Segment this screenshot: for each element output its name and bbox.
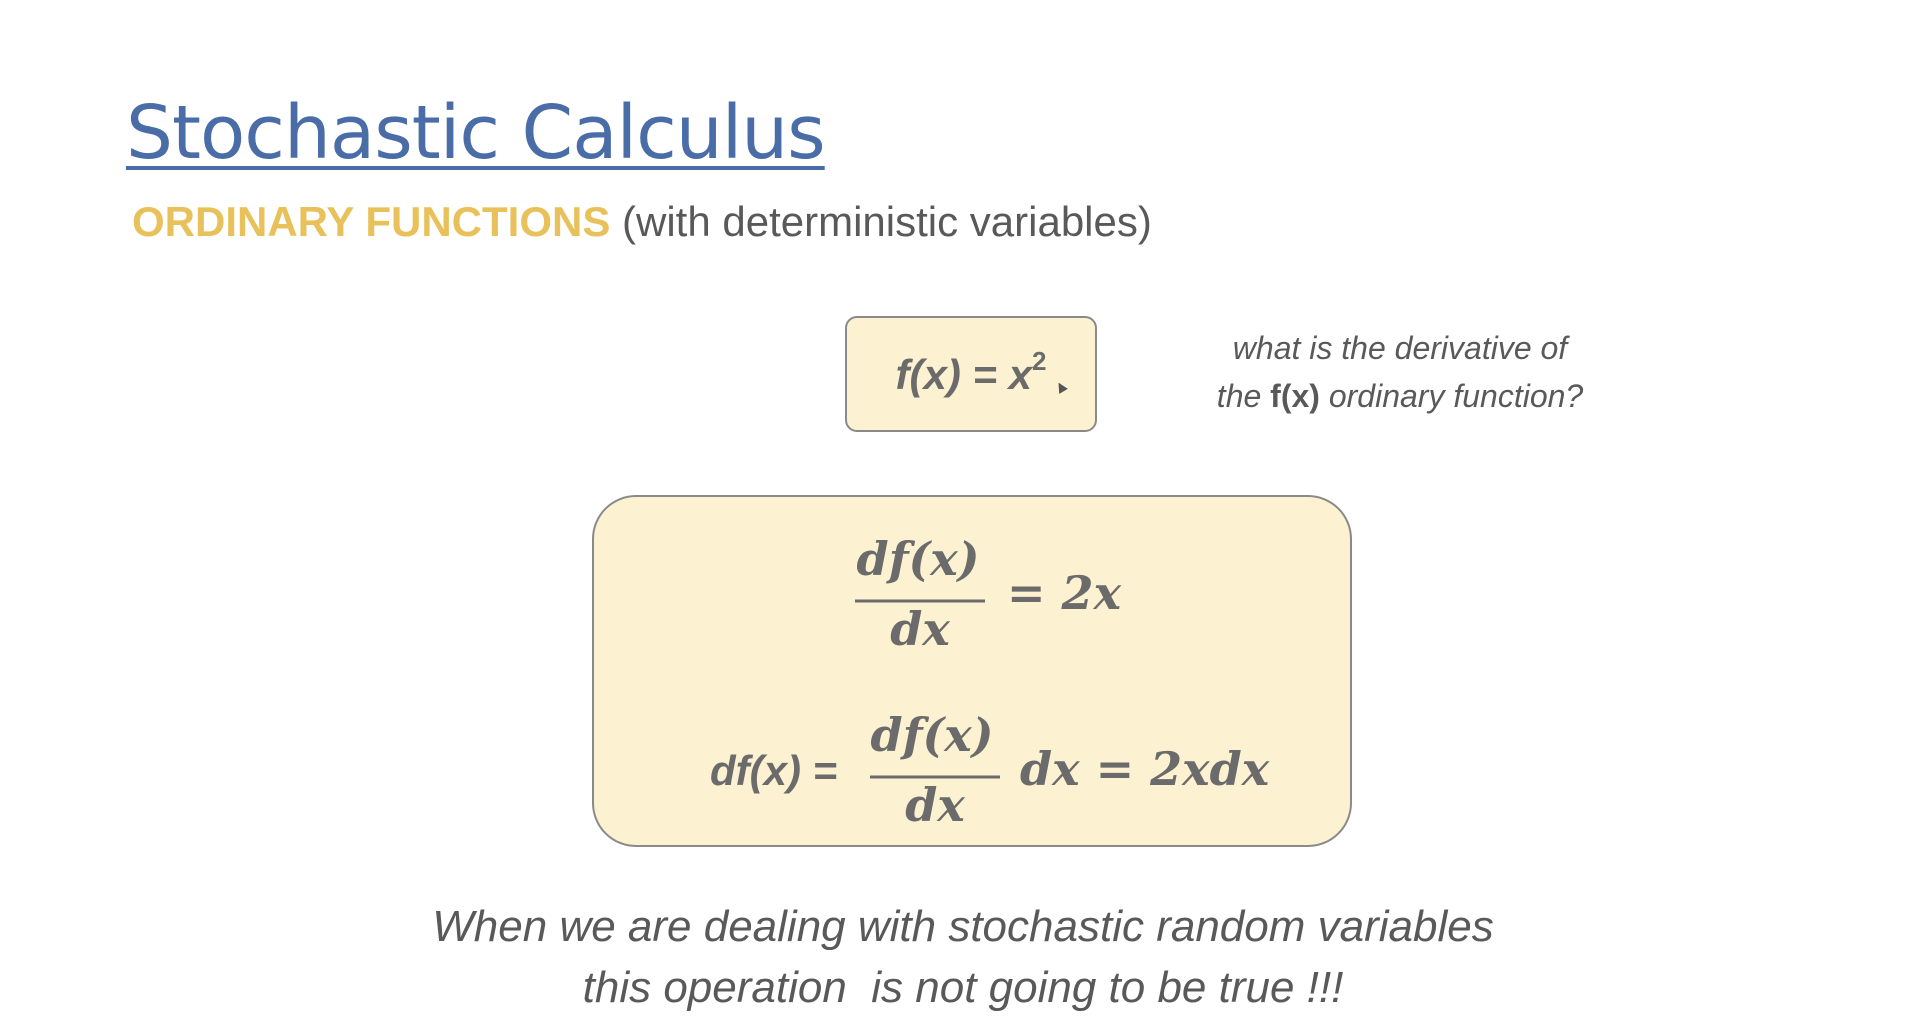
- question-line-1: what is the derivative of: [1232, 330, 1568, 366]
- function-box: [845, 316, 1097, 432]
- slide-subtitle: [132, 198, 1152, 246]
- question-line-2: [1185, 372, 1615, 420]
- question-text: [1185, 324, 1615, 420]
- subtitle-accent: ORDINARY FUNCTIONS: [132, 198, 611, 245]
- eq2-denominator: dx: [905, 778, 965, 832]
- footer-line-1: When we are dealing with stochastic random variables: [432, 902, 1494, 951]
- eq2-rhs: dx = 2xdx: [1020, 742, 1270, 796]
- eq1-denominator: dx: [890, 602, 950, 656]
- eq1-rhs: = 2x: [1007, 566, 1121, 620]
- slide-title: Stochastic Calculus: [126, 90, 825, 176]
- eq2-numerator: df(x): [870, 708, 994, 762]
- function-lhs: f(x) = x: [895, 350, 1033, 398]
- eq1-numerator: df(x): [856, 532, 980, 586]
- question-line-2-pre: the: [1216, 378, 1271, 414]
- function-exponent: 2: [1032, 345, 1047, 376]
- eq2-lhs: df(x) =: [710, 747, 838, 794]
- subtitle-rest: (with deterministic variables): [610, 198, 1152, 245]
- equation-svg: [594, 497, 1354, 849]
- question-line-2-bold: f(x): [1270, 378, 1320, 414]
- function-expression: [895, 345, 1047, 399]
- footer-note: [0, 896, 1926, 1018]
- footer-line-2: this operation is not going to be true !!!: [582, 963, 1344, 1012]
- equation-box: [592, 495, 1352, 847]
- question-line-2-post: ordinary function?: [1319, 378, 1584, 414]
